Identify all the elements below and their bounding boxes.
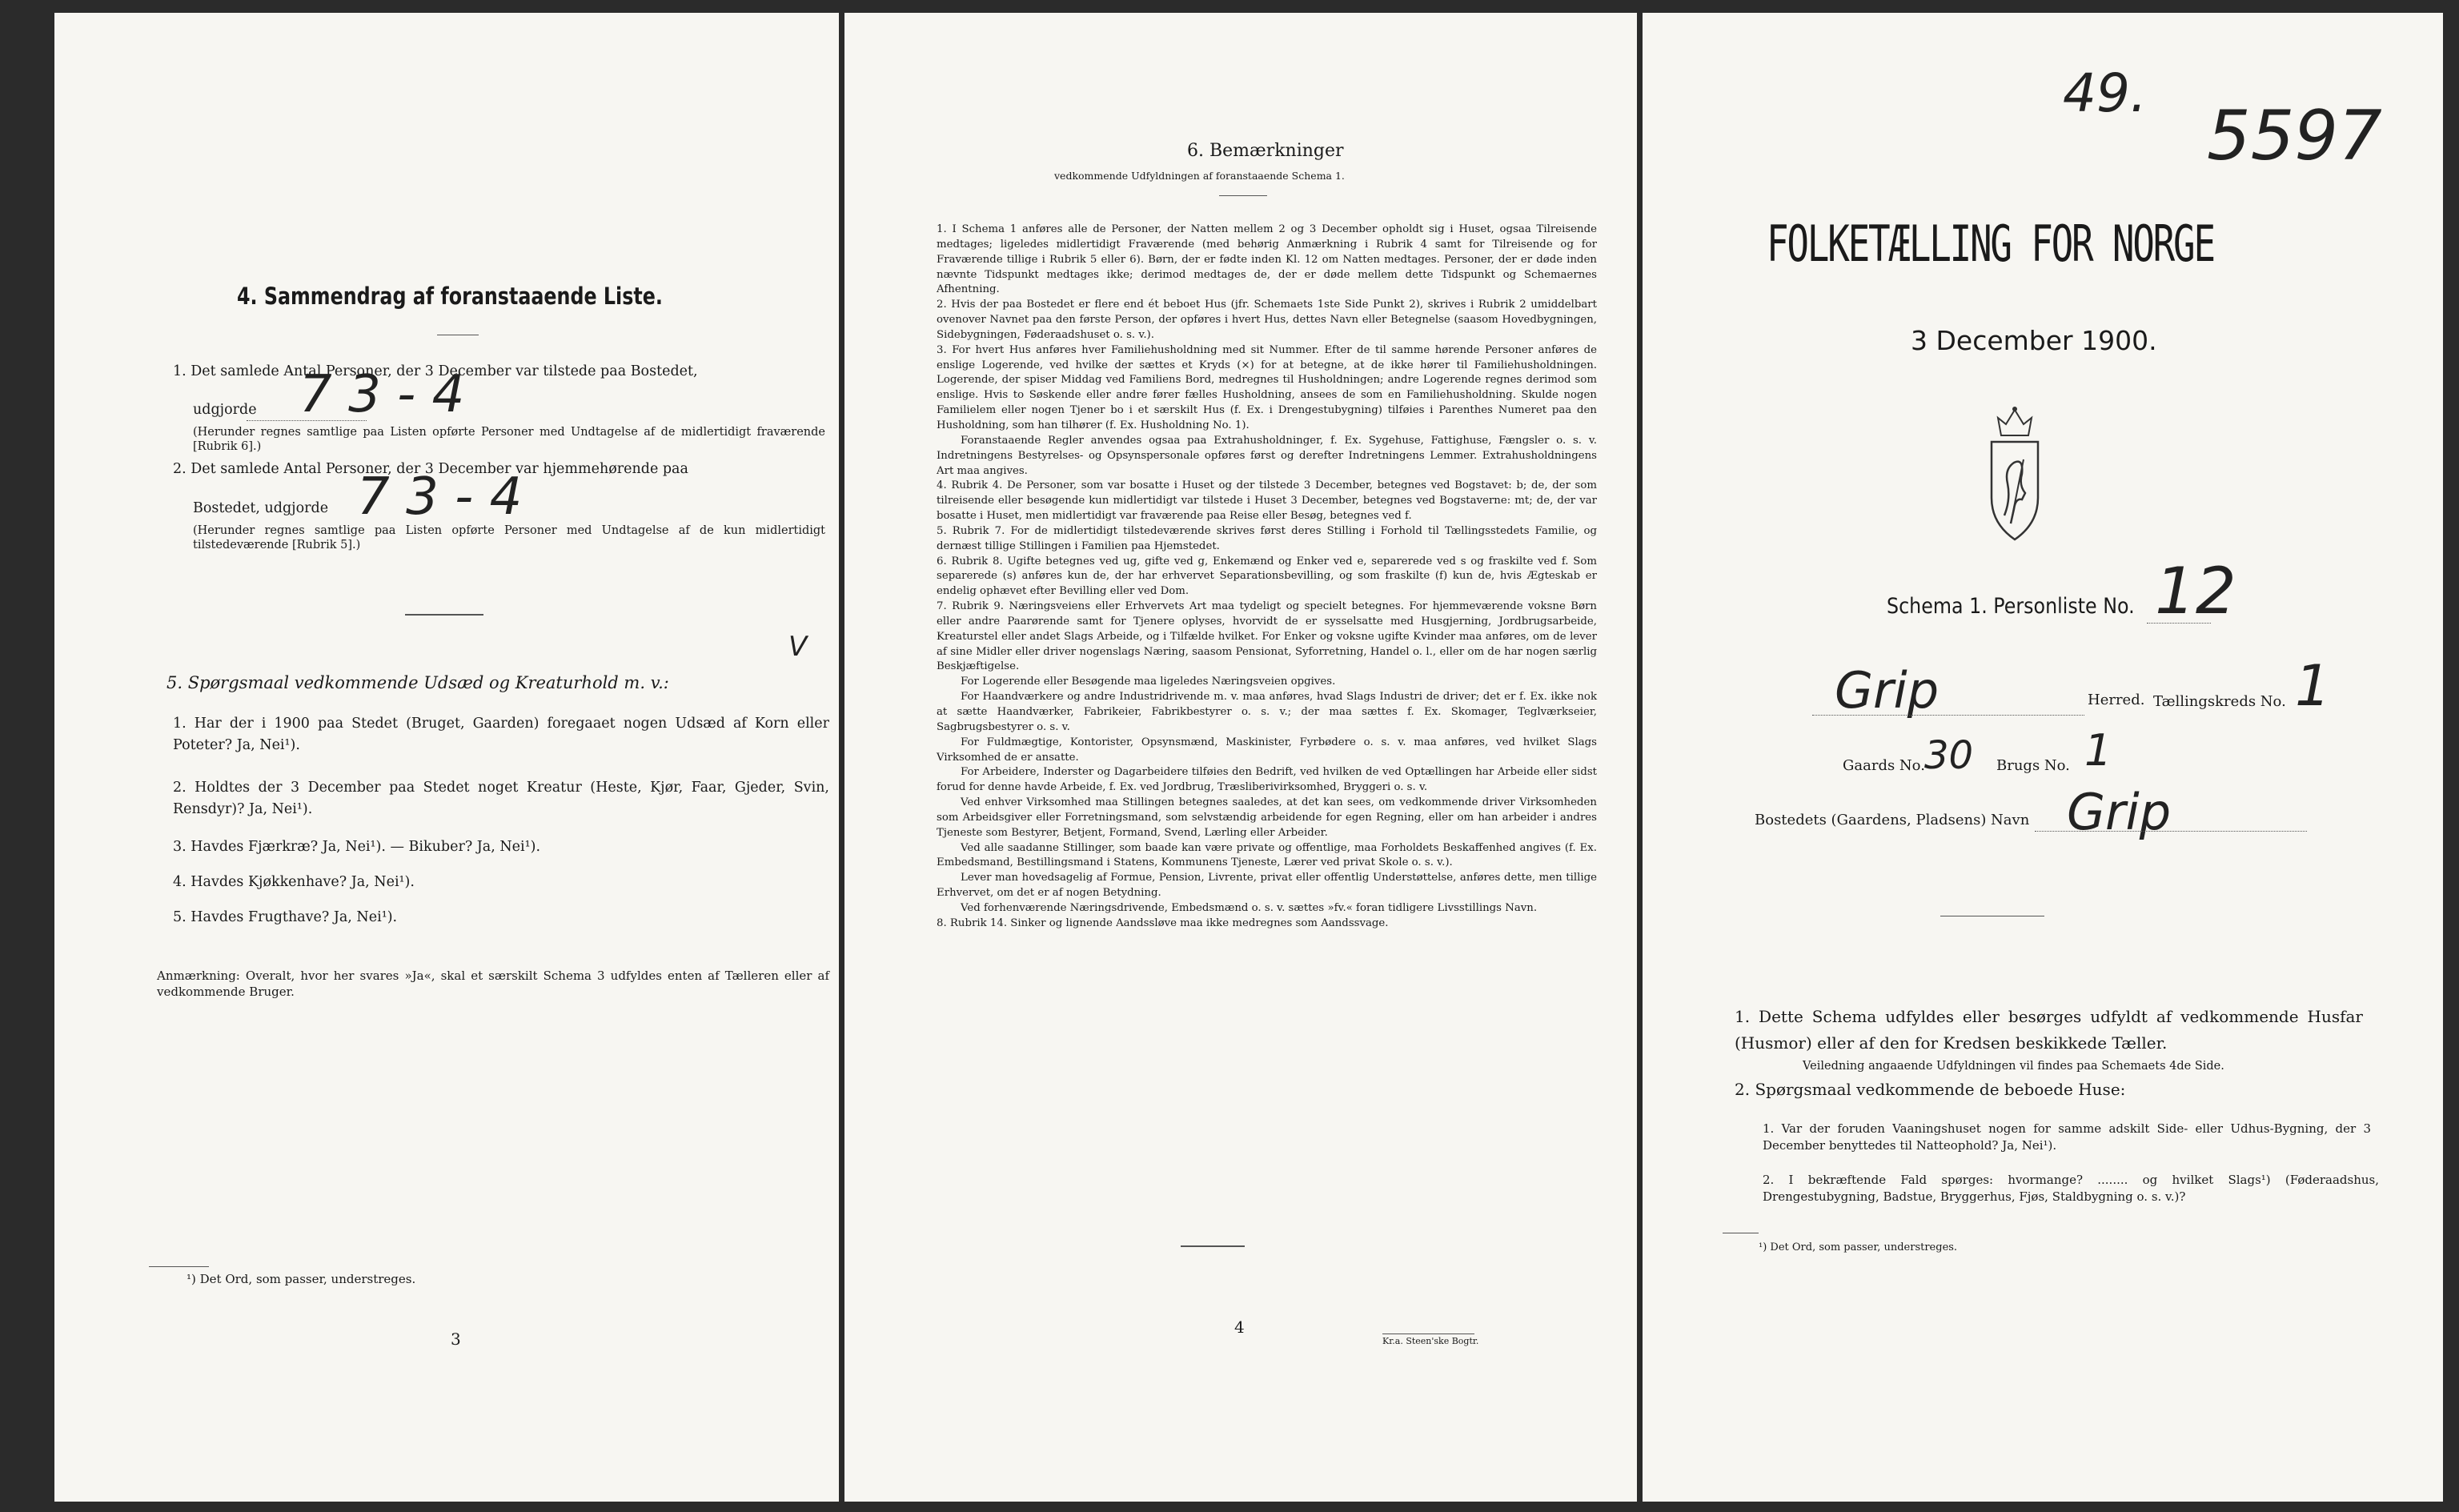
item-2-note: (Herunder regnes samtlige paa Listen opførte Personer med Undtagelse af de kun midlertidigt tilstedeværende [Rubrik 5].) [193, 524, 825, 551]
page-4 [844, 13, 1637, 1502]
divider [1219, 195, 1267, 196]
brugs-number: 1 [2084, 725, 2112, 776]
bosted-name: Grip [2067, 783, 2172, 841]
summary-heading: 4. Sammendrag af foranstaaende Liste. [237, 283, 663, 310]
herred-name: Grip [1835, 661, 1940, 720]
instruction-2-question-2: 2. I bekræftende Fald spørges: hvormange? ........ og hvilket Slags¹) (Føderaadshus, Drengestubygning, Badstue, Bryggerhus, Fjøs, Staldbygning o. s. v.)? [1763, 1173, 2379, 1204]
page-number: 3 [451, 1330, 461, 1349]
item-2-bostedet-label: Bostedet, udgjorde [193, 500, 329, 516]
remark-1: 1. I Schema 1 anføres alle de Personer, der Natten mellem 2 og 3 December opholdt sig i Huset, ogsaa Tilreisende medtages; ligeledes midlertidigt Fraværende (med behørig Anmærkning i Rubrik 4 samt for Tilreisende og for Fraværende tillige i Rubrik 5 eller 6). Børn, der er fødte inden Kl. 12 om Natten medtages. Personer, der er døde inden nævnte Tidspunkt medtages ikke; derimod medtages de, der er døde mellem dette Tidspunkt og Schemaernes Afhentning. [937, 223, 1597, 296]
footnote-rule [149, 1266, 209, 1267]
remark-2: 2. Hvis der paa Bostedet er flere end ét beboet Hus (jfr. Schemaets 1ste Side Punkt 2), skrives i Rubrik 2 umiddelbart ovenover Navnet paa den første Person, der opføres i hvert Hus, dettes Navn eller Betegnelse (saasom Hovedbygningen, Sidebygningen, Føderaadshuset o. s. v.). [937, 299, 1597, 341]
handwritten-corner-number: 49. [2063, 62, 2147, 124]
summary-item-1: 1. Det samlede Antal Personer, der 3 December var tilstede paa Bostedet, [173, 363, 698, 379]
taellingskreds-label: Tællingskreds No. [2153, 693, 2286, 710]
printer-imprint: Kr.a. Steen'ske Bogtr. [1382, 1336, 1479, 1346]
census-date: 3 December 1900. [1911, 325, 2157, 356]
question-1: 1. Har der i 1900 paa Stedet (Bruget, Gaarden) foregaaet nogen Udsæd af Korn eller Poteter? Ja, Nei¹). [173, 716, 829, 753]
bosted-underline [2035, 831, 2307, 832]
item-1-underline [247, 420, 367, 421]
divider [405, 614, 483, 616]
question-4: 4. Havdes Kjøkkenhave? Ja, Nei¹). [173, 874, 415, 890]
remarks-heading: 6. Bemærkninger [1187, 141, 1344, 161]
section-5-heading: 5. Spørgsmaal vedkommende Udsæd og Kreaturhold m. v.: [166, 673, 669, 692]
remark-7-fuldmaegtige: For Fuldmægtige, Kontorister, Opsynsmænd, Maskinister, Fyrbødere o. s. v. maa anføres, ved hvilket Slags Virksomhed de er ansatte. [937, 736, 1597, 764]
question-5: 5. Havdes Frugthave? Ja, Nei¹). [173, 909, 398, 925]
footnote: ¹) Det Ord, som passer, understreges. [187, 1272, 416, 1286]
remark-4: 4. Rubrik 4. De Personer, som var bosatte i Huset og der tilstede 3 December, betegnes ved Bogstavet: b; de, der som tilreisende eller besøgende kun midlertidigt var tilstede i Huset 3 December, betegnes ved Bogstaverne: mt; de, der var bosatte i Huset, men midlertidigt var fraværende paa Reise eller Besøg, betegnes ved f. [937, 479, 1597, 523]
schema-label: Schema 1. Personliste No. [1887, 594, 2135, 619]
personliste-underline [2147, 623, 2211, 624]
page-3 [54, 13, 839, 1502]
instruction-2-question-1: 1. Var der foruden Vaaningshuset nogen for samme adskilt Side- eller Udhus-Bygning, der 3 December benyttedes til Natteophold? Ja, Nei¹). [1763, 1121, 2371, 1153]
personliste-number: 12 [2155, 554, 2236, 628]
footnote: ¹) Det Ord, som passer, understreges. [1759, 1241, 1958, 1253]
handwritten-archive-number: 5597 [2207, 96, 2382, 176]
remarks-subheading: vedkommende Udfyldningen af foranstaaende Schema 1. [1054, 170, 1345, 182]
form-title: FOLKETÆLLING FOR NORGE [1767, 215, 2214, 273]
taellingskreds-number: 1 [2295, 653, 2331, 719]
page-number: 4 [1234, 1317, 1245, 1337]
herred-underline [1812, 715, 2084, 716]
remark-7-haandvaerkere: For Haandværkere og andre Industridrivende m. v. maa anføres, hvad Slags Industri de driver; det er f. Ex. ikke nok at sætte Haandværker, Fabrikeier, Fabrikbestyrer o. s. v.; der maa sættes f. Ex. Skomager, Teglværkseier, Sagbrugsbestyrer o. s. v. [937, 691, 1597, 733]
brugs-label: Brugs No. [1996, 757, 2070, 774]
anmaerkning-note: Anmærkning: Overalt, hvor her svares »Ja«, skal et særskilt Schema 3 udfyldes enten af Tælleren eller af vedkommende Bruger. [157, 969, 829, 999]
gaards-label: Gaards No. [1843, 757, 1925, 774]
summary-item-2: 2. Det samlede Antal Personer, der 3 December var hjemmehørende paa [173, 461, 688, 477]
remark-7: 7. Rubrik 9. Næringsveiens eller Erhvervets Art maa tydeligt og specielt betegnes. For hjemmeværende voksne Børn eller andre Paarørende samt for Tjenere oplyses, hvorvidt de er sysselsatte med Husgjerning, Jordbrugsarbeide, Kreaturstel eller andet Slags Arbeide, og i Tilfælde hvilket. For Enker og voksne ugifte Kvinder maa anføres, om de lever af sine Midler eller driver nogenslags Næring, saasom Pensionat, Syforretning, Handel o. l., eller om de har nogen særlig Beskjæftigelse. [937, 600, 1597, 673]
instruction-1: 1. Dette Schema udfyldes eller besørges udfyldt af vedkommende Husfar (Husmor) eller af den for Kredsen beskikkede Tæller. [1735, 1007, 2363, 1053]
gaards-number: 30 [1924, 733, 1974, 778]
remark-7-stillinger: Ved alle saadanne Stillinger, som baade kan være private og offentlige, maa Forholdets Beskaffenhed angives (f. Ex. Embedsmand, Bestillingsmand i Statens, Kommunens Tjeneste, Lærer ved privat Skole o. s. v.). [937, 841, 1597, 869]
remark-7-virksomhed: Ved enhver Virksomhed maa Stillingen betegnes saaledes, at det kan sees, om vedkommende driver Virksomheden som Arbeidsgiver eller Forretningsmand, som selvstændig arbeidende for egen Regning, eller om han arbeider i andres Tjeneste som Bestyrer, Betjent, Formand, Svend, Lærling eller Arbeider. [937, 796, 1597, 839]
remark-7-arbeidere: For Arbeidere, Inderster og Dagarbeidere tilføies den Bedrift, ved hvilken de ved Optællingen har Arbeide eller sidst forud for denne havde Arbeide, f. Ex. ved Jordbrug, Træsliberivirksomhed, Bryggeri o. s. v. [937, 766, 1597, 794]
check-mark: V [788, 631, 808, 663]
remark-3: 3. For hvert Hus anføres hver Familiehusholdning med sit Nummer. Efter de til samme hørende Personer anføres de enslige Logerende, ved hvilke der sættes et Kryds (×) for at betegne, at de ikke hører til Familiehusholdningen. Logerende, der spiser Middag ved Familiens Bord, medregnes til Husholdningen; andre Logerende regnes derimod som enslige. Hvis to Søskende eller andre fører fælles Husholdning, ansees de som en Familiehusholdning. Skulde nogen Familielem eller nogen Tjener bo i et særskilt Hus (f. Ex. i Drengestubygning) tilføies i Parenthes Numeret paa den Husholdning, som han tilhører (f. Ex. Husholdning No. 1). [937, 343, 1597, 431]
remark-6: 6. Rubrik 8. Ugifte betegnes ved ug, gifte ved g, Enkemænd og Enker ved e, separerede ved s og fraskilte ved f. Som separerede (s) anføres kun de, der har erhvervet Separationsbevilling, og som fraskilte (f) kun de, hvis Ægteskab er endelig ophævet efter Bevilling eller ved Dom. [937, 555, 1597, 598]
bosted-label: Bostedets (Gaardens, Pladsens) Navn [1755, 812, 2030, 828]
question-3: 3. Havdes Fjærkræ? Ja, Nei¹). — Bikuber? Ja, Nei¹). [173, 839, 541, 855]
instruction-2: 2. Spørgsmaal vedkommende de beboede Huse: [1735, 1080, 2126, 1099]
remark-7-forhenvaerende: Ved forhenværende Næringsdrivende, Embedsmænd o. s. v. sættes »fv.« foran tidligere Livsstillings Navn. [961, 901, 1538, 914]
question-2: 2. Holdtes der 3 December paa Stedet noget Kreatur (Heste, Kjør, Faar, Gjeder, Svin, Rensdyr)? Ja, Nei¹). [173, 780, 829, 817]
remark-3-extra: Foranstaaende Regler anvendes ogsaa paa Extrahusholdninger, f. Ex. Sygehuse, Fattighuse, Fængsler o. s. v. Indretningens Bestyrelses- og Opsynspersonale opføres først og derefter Indretningens Lemmer. Extrahusholdningens Art maa angives. [937, 434, 1597, 477]
herred-label: Herred. [2088, 692, 2145, 708]
remark-8: 8. Rubrik 14. Sinker og lignende Aandssløve maa ikke medregnes som Aandssvage. [937, 916, 1389, 929]
item-2-handwritten-count: 7 3 - 4 [357, 467, 523, 527]
item-1-udgjorde-label: udgjorde [193, 402, 257, 418]
remark-7-formue: Lever man hovedsagelig af Formue, Pension, Livrente, privat eller offentlig Understøttelse, anføres dette, men tillige Erhvervet, om det er af nogen Betydning. [937, 872, 1597, 900]
remark-7-logerende: For Logerende eller Besøgende maa ligeledes Næringsveien opgives. [961, 676, 1336, 688]
item-1-handwritten-count: 7 3 - 4 [299, 365, 465, 424]
item-1-note: (Herunder regnes samtlige paa Listen opførte Personer med Undtagelse af de midlertidigt fraværende [Rubrik 6].) [193, 426, 825, 453]
norway-coat-of-arms-icon [1987, 403, 2043, 544]
remarks-body [937, 223, 1597, 932]
instruction-1-guidance: Veiledning angaaende Udfyldningen vil findes paa Schemaets 4de Side. [1803, 1060, 2224, 1073]
divider [1181, 1245, 1245, 1247]
page-1-cover [1643, 13, 2443, 1502]
remark-5: 5. Rubrik 7. For de midlertidigt tilstedeværende skrives først deres Stilling i Forhold til Tællingsstedets Familie, og dernæst tillige Stillingen i Familien paa Hjemstedet. [937, 524, 1597, 552]
